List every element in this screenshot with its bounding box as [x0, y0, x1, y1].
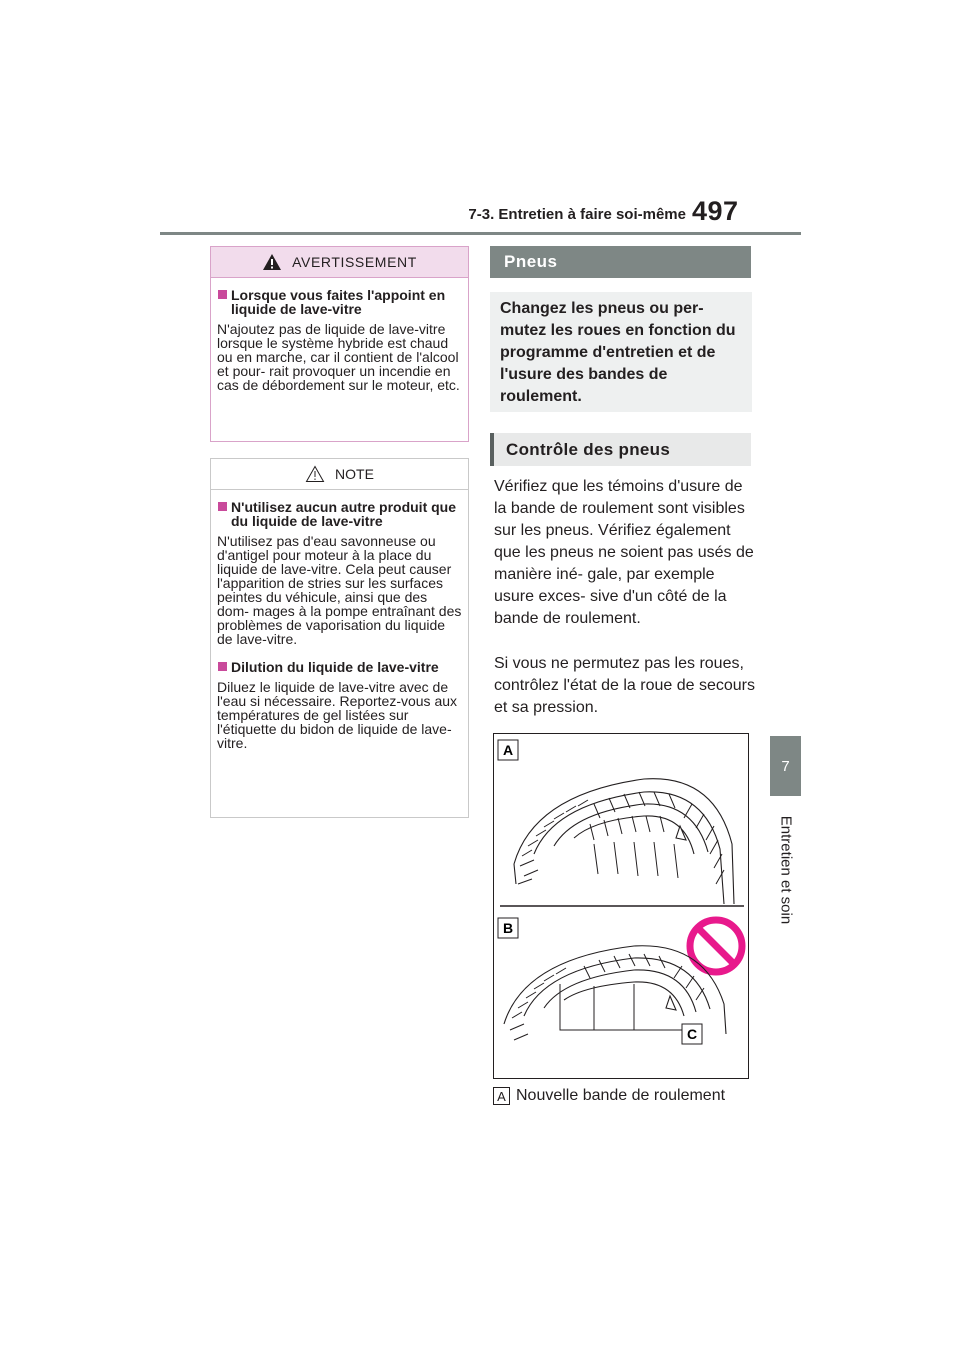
- bullet-square-icon: [218, 502, 227, 511]
- warning-box: [210, 246, 469, 442]
- tire-illustration: [494, 734, 748, 1078]
- warning-triangle-icon: [262, 253, 282, 271]
- warning-heading: Lorsque vous faites l'appoint en liquide de lave-vitre: [217, 288, 462, 316]
- figure-caption: [493, 1087, 725, 1105]
- note-header: [211, 459, 468, 490]
- section-title: 7-3. Entretien à faire soi-même: [468, 206, 686, 223]
- new-tire: [514, 779, 734, 904]
- page-number: 497: [692, 196, 739, 226]
- warning-text: N'ajoutez pas de liquide de lave-vitre lorsque le système hybride est chaud ou en marche, car il contient de l'alcool et pour- rait provoquer un incendie en cas de débordement sur le moteur, etc.: [217, 321, 460, 393]
- header-rule: [160, 232, 801, 235]
- note-heading-2: Dilution du liquide de lave-vitre: [217, 660, 462, 674]
- subsection-heading: Contrôle des pneus: [490, 433, 751, 466]
- tire-wear-figure: [493, 733, 749, 1079]
- label-b: B: [502, 920, 514, 936]
- note-text-1: N'utilisez pas d'eau savonneuse ou d'antigel pour moteur à la place du liquide de lave-vitre. Cela peut causer l'apparition de stries sur les surfaces peintes du véhicule, ainsi que des dom- mages à la pompe entraînant des problèmes de vaporisation du liquide de lave-vitre.: [217, 533, 462, 647]
- note-box: [210, 458, 469, 818]
- warning-title: AVERTISSEMENT: [292, 254, 417, 270]
- chapter-tab: [770, 736, 801, 796]
- caption-text: Nouvelle bande de roulement: [516, 1087, 726, 1104]
- intro-box: Changez les pneus ou per- mutez les roues en fonction du programme d'entretien et de l'usure des bandes de roulement.: [490, 292, 752, 412]
- note-title: NOTE: [335, 466, 374, 482]
- caution-triangle-icon: [305, 465, 325, 483]
- bullet-square-icon: [218, 290, 227, 299]
- section-heading-pneus: Pneus: [490, 246, 751, 278]
- chapter-title: Entretien et soin: [777, 815, 794, 925]
- paragraph-spare-wheel: Si vous ne permutez pas les roues, contrôlez l'état de la roue de secours et sa pression.: [494, 655, 755, 716]
- note-text-2: Diluez le liquide de lave-vitre avec de l'eau si nécessaire. Reportez-vous aux températures de gel listées sur l'étiquette du bidon de liquide de lave-vitre.: [217, 679, 458, 751]
- label-a: A: [502, 742, 514, 758]
- warning-header: [211, 247, 468, 278]
- prohibited-icon: [690, 920, 742, 972]
- chapter-number: 7: [781, 757, 790, 775]
- bullet-square-icon: [218, 662, 227, 671]
- paragraph-wear-indicators: Vérifiez que les témoins d'usure de la bande de roulement sont visibles sur les pneus. Vérifiez également que les pneus ne soient pas usés de manière iné- gale, par exemple usure exces- sive d'un côté de la bande de roulement.: [494, 478, 754, 627]
- caption-badge: A: [493, 1087, 510, 1105]
- chapter-title-vertical: [770, 805, 801, 935]
- label-c: C: [686, 1026, 698, 1042]
- note-heading-1: N'utilisez aucun autre produit que du liquide de lave-vitre: [217, 500, 462, 528]
